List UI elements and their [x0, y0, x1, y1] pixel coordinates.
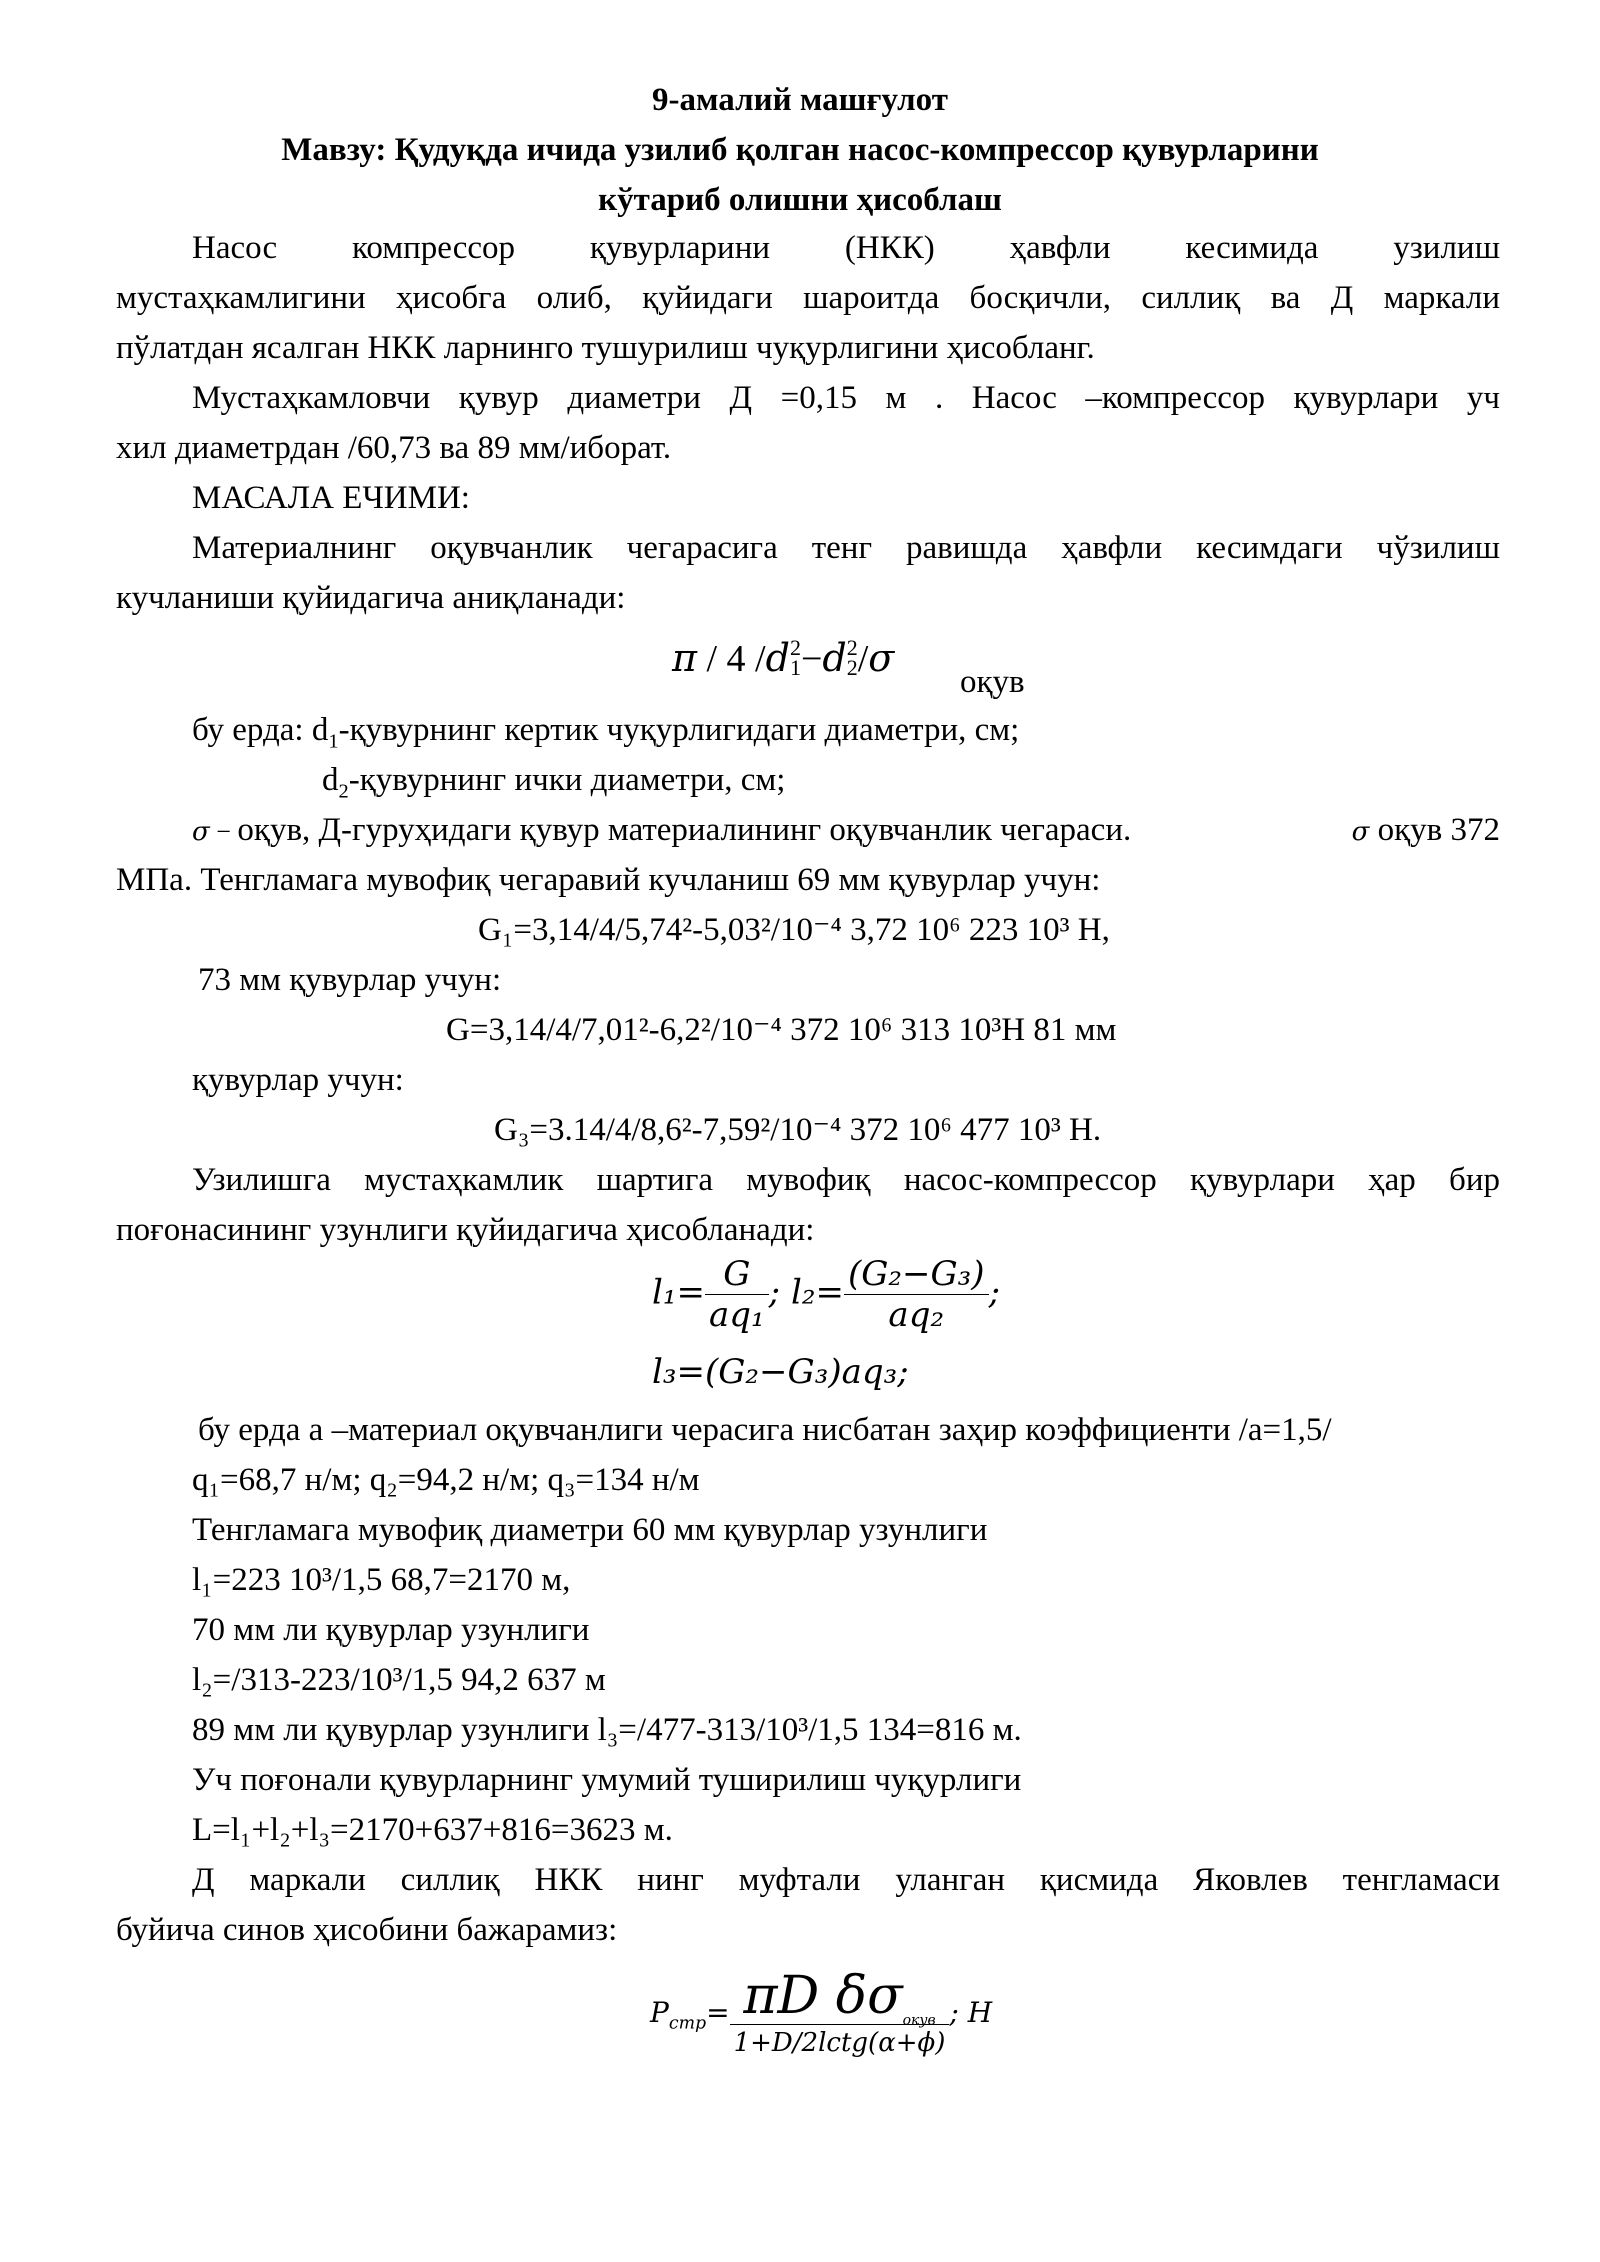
lesson-title: 9-амалий машғулот [652, 82, 948, 118]
para4-line1: Узилишга мустаҳкамлик шартига мувофиқ насос-компрессор қувурлари ҳар бир [192, 1162, 1500, 1198]
calc-73mm: 73 мм қувурлар учун: [198, 962, 502, 998]
yakovlev-formula: $P_{стр}=$ $\frac{\pi D \delta\sigma_{окув}}{\text{1+D/2lctg(α+ϕ)}}$ ; H [650, 1968, 992, 2061]
result-coef: бу ерда а –материал оқувчанлиги черасига нисбатан заҳир коэффициенти /а=1,5/ [198, 1412, 1332, 1448]
para1-line3: пўлатдан ясалган НКК ларнинго тушурилиш чуқурлигини ҳисобланг. [116, 330, 1095, 366]
result-total: L=l₁+l₂+l₃=2170+637+816=3623 м. [192, 1812, 673, 1848]
yakovlev-numerator: πD $\delta\sigma_{окув}$ [730, 1968, 950, 2025]
aq1-denominator: aq₁ [709, 1295, 765, 1335]
def-sigma-line: σ − оқув, Д-гуруҳидаги қувур материалининг оқувчанлик чегараси. σ оқув 372 [192, 812, 1500, 848]
length-formula-1: l₁= $\frac{G}{\text{aq₁}}$ ; l₂= $\frac{\text{(G₂−G₃)}}{\text{aq₂}}$ ; [652, 1254, 1001, 1335]
formula-sep: / 4 / [706, 638, 766, 680]
g2g3-numerator: (G₂−G₃) [844, 1254, 989, 1295]
calc-g1: G₁=3,14/4/5,74²-5,03²/10⁻⁴ 3,72 10⁶ 223 10³ Н, [478, 912, 1110, 948]
def-d2: $d_2$-қувурнинг ички диаметри, см; [322, 762, 786, 803]
d1-indices: 2 1 [789, 635, 801, 680]
result-len60: Тенгламага мувофиқ диаметри 60 мм қувурлар узунлиги [192, 1512, 988, 1548]
d1-symbol: d [765, 636, 790, 680]
pi-symbol: π [672, 636, 697, 680]
d2-indices: 2 2 [846, 635, 858, 680]
yakovlev-denominator: 1+D/2lctg(α+ϕ) [733, 2028, 946, 2058]
stress-subscript: оқув [960, 664, 1025, 700]
def-sigma-line2: МПа. Тенгламага мувофиқ чегаравий кучланиш 69 мм қувурлар учун: [116, 862, 1101, 898]
result-total-label: Уч поғонали қувурларнинг умумий туширилиш чуқурлиги [192, 1762, 1022, 1798]
sigma-definition: оқув, Д-гуруҳидаги қувур материалининг оқувчанлик чегараси. [237, 812, 1132, 848]
stress-formula: π / 4 /d 2 1 −d 2 2 /σ [672, 635, 895, 680]
g-numerator: G [705, 1254, 769, 1295]
p-subscript: стр [668, 2013, 707, 2034]
result-len70: 70 мм ли қувурлар узунлиги [192, 1612, 590, 1648]
solution-label: МАСАЛА ЕЧИМИ: [192, 480, 470, 516]
para5-line2: буйича синов ҳисобини бажарамиз: [116, 1912, 618, 1948]
result-l1: l₁=223 10³/1,5 68,7=2170 м, [192, 1562, 571, 1598]
para3-line2: кучланиши қуйидагича аниқланади: [116, 580, 626, 616]
sigma-symbol-value: σ [1351, 817, 1370, 847]
para2-line1: Мустаҳкамловчи қувур диаметри Д =0,15 м . Насос –компрессор қувурлари уч [192, 380, 1500, 416]
para2-line2: хил диаметрдан /60,73 ва 89 мм/иборат. [116, 430, 672, 466]
sigma-symbol: σ [868, 636, 895, 680]
para1-line2: мустаҳкамлигини ҳисобга олиб, қуйидаги шароитда босқичли, силлиқ ва Д маркали [116, 280, 1500, 316]
para5-line1: Д маркали силлиқ НКК нинг муфтали уланган қисмида Яковлев тенгламаси [192, 1862, 1500, 1898]
topic-line-1: Мавзу: Қудуқда ичида узилиб қолган насос-компрессор қувурларини [281, 132, 1319, 168]
para1-line1: Насос компрессор қувурларини (НКК) ҳавфли кесимида узилиш [192, 230, 1500, 266]
def-d1: бу ерда: $d_1$-қувурнинг кертик чуқурлигидаги диаметри, см; [192, 712, 1020, 753]
result-l2: l₂=/313-223/10³/1,5 94,2 637 м [192, 1662, 606, 1698]
result-len89: 89 мм ли қувурлар узунлиги l₃=/477-313/10³/1,5 134=816 м. [192, 1712, 1022, 1748]
topic-line-2: кўтариб олишни ҳисоблаш [598, 182, 1002, 218]
formula-tail: ; H [949, 1996, 993, 2029]
sigma-value: оқув 372 [1377, 812, 1500, 848]
d2-symbol: d [822, 636, 847, 680]
calc-pipes-for: қувурлар учун: [192, 1062, 404, 1098]
aq2-denominator: aq₂ [888, 1295, 945, 1335]
para4-line2: поғонасининг узунлиги қуйидагича ҳисобланади: [116, 1212, 815, 1248]
result-q: q₁=68,7 н/м; q₂=94,2 н/м; q₃=134 н/м [192, 1462, 700, 1498]
length-formula-2: l₃=(G₂−G₃)aq₃; [652, 1352, 909, 1392]
p-symbol: P [650, 1996, 669, 2029]
calc-g3: G₃=3.14/4/8,6²-7,59²/10⁻⁴ 372 10⁶ 477 10³ Н. [494, 1112, 1102, 1148]
sigma-symbol-inline: σ [192, 817, 210, 847]
para3-line1: Материалнинг оқувчанлик чегарасига тенг равишда ҳавфли кесимдаги чўзилиш [192, 530, 1500, 566]
calc-g2: G=3,14/4/7,01²-6,2²/10⁻⁴ 372 10⁶ 313 10³Н 81 мм [446, 1012, 1117, 1048]
